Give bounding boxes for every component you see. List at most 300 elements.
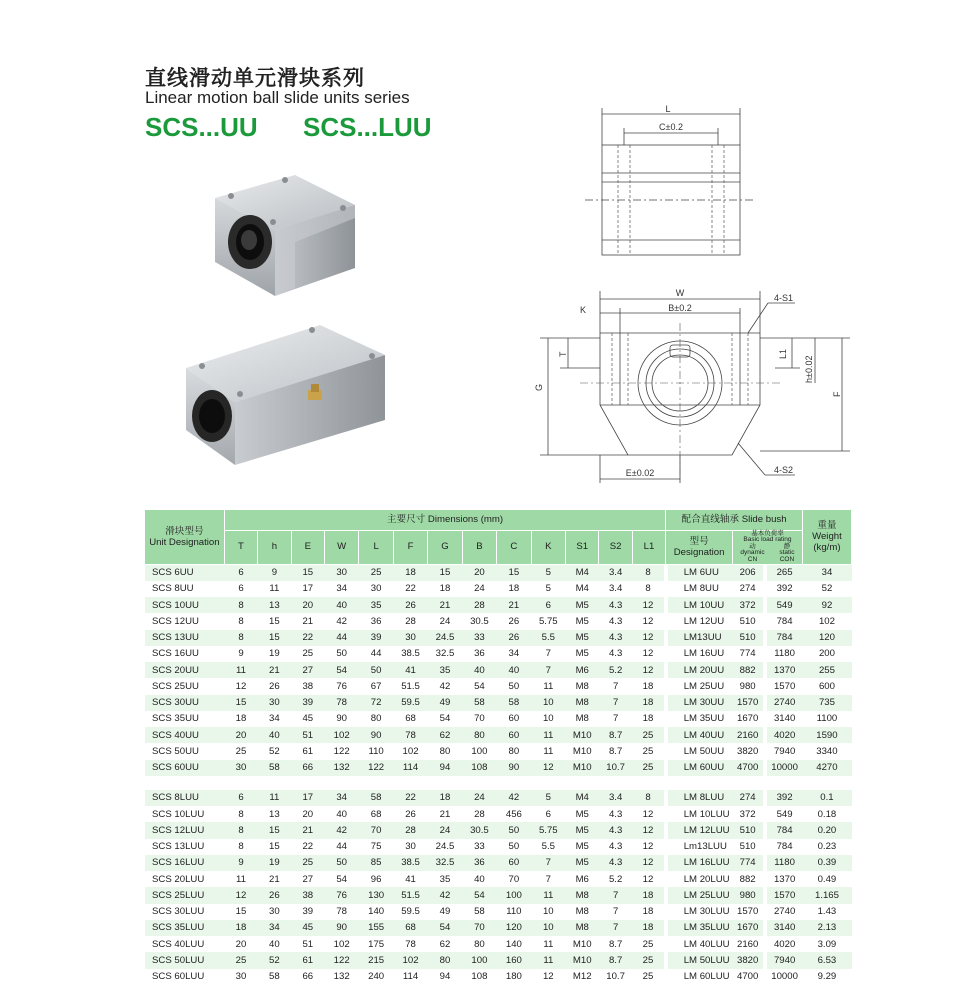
table-cell: 7940	[765, 952, 803, 968]
scs-uu-product-photo	[205, 170, 365, 300]
table-cell: 51	[291, 727, 324, 743]
table-cell: 34	[258, 920, 291, 936]
dim-label-S1: 4-S1	[774, 293, 794, 303]
dim-label-B: B±0.2	[668, 303, 692, 313]
table-cell: 392	[765, 581, 803, 597]
table-cell: 94	[428, 969, 462, 985]
table-cell: 70	[497, 871, 531, 887]
table-cell: 122	[359, 760, 393, 776]
table-cell: 15	[258, 839, 291, 855]
table-cell: 8	[224, 597, 257, 613]
table-cell: 10	[531, 904, 565, 920]
table-cell: 12	[632, 871, 665, 887]
table-cell: 10.7	[599, 969, 632, 985]
table-cell: 68	[393, 711, 427, 727]
table-cell: 21	[497, 597, 531, 613]
table-cell: 13	[258, 806, 291, 822]
table-cell: 50	[497, 839, 531, 855]
table-cell: 549	[765, 806, 803, 822]
table-cell: 392	[765, 790, 803, 806]
table-cell: 102	[802, 613, 851, 629]
table-cell: 70	[462, 711, 496, 727]
luu-table-row	[145, 936, 852, 952]
table-cell: M10	[566, 727, 599, 743]
table-cell: 5.2	[599, 871, 632, 887]
table-cell: 784	[765, 630, 803, 646]
table-cell: 49	[428, 904, 462, 920]
luu-table-row	[145, 855, 852, 871]
table-cell: 18	[393, 564, 427, 581]
table-cell: 85	[359, 855, 393, 871]
col-header-W: W	[324, 530, 358, 564]
table-cell: 30	[393, 630, 427, 646]
table-cell: 25	[632, 936, 665, 952]
table-cell: 774	[732, 855, 764, 871]
table-cell: 3.4	[599, 790, 632, 806]
table-cell: 8.7	[599, 952, 632, 968]
table-cell: 27	[291, 871, 324, 887]
table-cell: 132	[324, 969, 358, 985]
table-cell: SCS 12UU	[145, 613, 224, 629]
table-cell: 9	[258, 564, 291, 581]
separator-cell	[145, 776, 852, 790]
table-cell: 42	[324, 822, 358, 838]
table-cell: 72	[359, 695, 393, 711]
page-title-english: Linear motion ball slide units series	[145, 88, 410, 107]
table-cell: 0.18	[802, 806, 851, 822]
table-cell: 15	[224, 904, 257, 920]
table-cell: 25	[359, 564, 393, 581]
table-cell: 6	[224, 564, 257, 581]
table-cell: 18	[632, 711, 665, 727]
table-cell: LM 16LUU	[666, 855, 733, 871]
table-cell: 12	[224, 678, 257, 694]
table-cell: 4.3	[599, 597, 632, 613]
table-cell: 372	[732, 597, 764, 613]
table-cell: 4.3	[599, 855, 632, 871]
table-cell: 32.5	[428, 855, 462, 871]
col-header-L1: L1	[632, 530, 665, 564]
table-cell: 6.53	[802, 952, 851, 968]
table-cell: 18	[632, 887, 665, 903]
table-cell: 30	[359, 581, 393, 597]
table-cell: M6	[566, 871, 599, 887]
table-cell: 980	[732, 887, 764, 903]
table-cell: 5.5	[531, 630, 565, 646]
table-cell: SCS 50LUU	[145, 952, 224, 968]
col-header-unit-designation: 滑块型号 Unit Designation	[145, 510, 224, 564]
dim-label-E: E±0.02	[625, 468, 655, 478]
uu-table-row	[145, 760, 852, 776]
table-cell: SCS 16UU	[145, 646, 224, 662]
table-cell: LM 6UU	[666, 564, 733, 581]
table-cell: 20	[291, 597, 324, 613]
table-cell: 882	[732, 871, 764, 887]
table-cell: 4.3	[599, 630, 632, 646]
table-cell: 12	[531, 760, 565, 776]
table-cell: 1670	[732, 920, 764, 936]
table-cell: 265	[765, 564, 803, 581]
table-cell: 8	[224, 630, 257, 646]
table-cell: 68	[359, 806, 393, 822]
table-cell: 96	[359, 871, 393, 887]
table-cell: 58	[359, 790, 393, 806]
table-cell: 7	[599, 695, 632, 711]
table-cell: 80	[462, 727, 496, 743]
table-cell: 25	[224, 952, 257, 968]
table-cell: 34	[258, 711, 291, 727]
end-view-drawing	[520, 283, 860, 493]
table-cell: M5	[566, 822, 599, 838]
col-header-K: K	[531, 530, 565, 564]
table-cell: 25	[632, 760, 665, 776]
table-cell: 10000	[765, 760, 803, 776]
table-cell: 3.4	[599, 581, 632, 597]
table-cell: 27	[291, 662, 324, 678]
table-cell: 58	[258, 760, 291, 776]
table-cell: SCS 20UU	[145, 662, 224, 678]
table-cell: 42	[428, 887, 462, 903]
table-cell: M5	[566, 613, 599, 629]
table-cell: 549	[765, 597, 803, 613]
table-cell: 60	[497, 727, 531, 743]
luu-table-row	[145, 952, 852, 968]
table-cell: 12	[632, 839, 665, 855]
table-cell: 784	[765, 822, 803, 838]
table-cell: 4.3	[599, 822, 632, 838]
table-cell: 7	[599, 678, 632, 694]
table-cell: 11	[531, 887, 565, 903]
table-cell: 4020	[765, 936, 803, 952]
table-cell: 4020	[765, 727, 803, 743]
table-cell: 175	[359, 936, 393, 952]
table-cell: LM 40LUU	[666, 936, 733, 952]
table-cell: 24.5	[428, 839, 462, 855]
table-cell: 2740	[765, 904, 803, 920]
table-cell: 6	[224, 790, 257, 806]
dim-label-F: F	[832, 391, 842, 397]
table-cell: 24	[428, 822, 462, 838]
table-cell: 1570	[765, 678, 803, 694]
table-cell: 50	[497, 678, 531, 694]
table-cell: 130	[359, 887, 393, 903]
table-cell: 4.3	[599, 806, 632, 822]
table-cell: 75	[359, 839, 393, 855]
table-cell: 60	[497, 711, 531, 727]
table-cell: 66	[291, 760, 324, 776]
table-cell: LM 50UU	[666, 743, 733, 759]
table-cell: 120	[497, 920, 531, 936]
dim-label-G: G	[534, 383, 544, 391]
table-cell: 0.39	[802, 855, 851, 871]
table-cell: 240	[359, 969, 393, 985]
table-cell: M10	[566, 936, 599, 952]
luu-table-row	[145, 871, 852, 887]
table-cell: 28	[462, 806, 496, 822]
table-cell: 25	[632, 969, 665, 985]
table-cell: 36	[462, 646, 496, 662]
table-cell: 35	[359, 597, 393, 613]
table-cell: 1370	[765, 871, 803, 887]
table-cell: 25	[632, 727, 665, 743]
table-cell: 6	[531, 806, 565, 822]
table-cell: 28	[462, 597, 496, 613]
table-cell: M10	[566, 743, 599, 759]
table-cell: 1370	[765, 662, 803, 678]
table-cell: 9.29	[802, 969, 851, 985]
table-cell: 51	[291, 936, 324, 952]
col-header-weight: 重量 Weight (kg/m)	[802, 510, 851, 564]
table-cell: 100	[497, 887, 531, 903]
table-cell: SCS 25UU	[145, 678, 224, 694]
table-cell: LM 20UU	[666, 662, 733, 678]
table-cell: 78	[324, 904, 358, 920]
table-cell: 24	[462, 581, 496, 597]
table-cell: SCS 20LUU	[145, 871, 224, 887]
table-cell: 58	[258, 969, 291, 985]
table-cell: 78	[393, 936, 427, 952]
table-cell: 100	[462, 952, 496, 968]
table-cell: 94	[428, 760, 462, 776]
table-cell: 22	[393, 790, 427, 806]
table-cell: 44	[359, 646, 393, 662]
col-header-B: B	[462, 530, 496, 564]
table-cell: 41	[393, 662, 427, 678]
table-cell: 26	[258, 678, 291, 694]
specification-table	[145, 510, 852, 985]
table-cell: M5	[566, 630, 599, 646]
luu-table-row	[145, 920, 852, 936]
table-cell: 54	[324, 871, 358, 887]
table-cell: 42	[428, 678, 462, 694]
table-cell: SCS 25LUU	[145, 887, 224, 903]
table-cell: 7	[531, 871, 565, 887]
table-cell: 102	[393, 952, 427, 968]
table-cell: 12	[531, 969, 565, 985]
table-cell: 50	[324, 855, 358, 871]
table-cell: 0.49	[802, 871, 851, 887]
table-cell: LM 35UU	[666, 711, 733, 727]
scs-luu-product-photo	[180, 320, 390, 470]
table-cell: 30	[258, 904, 291, 920]
table-cell: 61	[291, 743, 324, 759]
table-cell: 62	[428, 727, 462, 743]
table-cell: M10	[566, 760, 599, 776]
table-cell: 45	[291, 711, 324, 727]
table-cell: M6	[566, 662, 599, 678]
table-cell: 6	[531, 597, 565, 613]
table-cell: SCS 30LUU	[145, 904, 224, 920]
table-cell: 40	[462, 871, 496, 887]
table-cell: 35	[428, 662, 462, 678]
table-cell: 456	[497, 806, 531, 822]
table-cell: 8	[224, 822, 257, 838]
table-cell: 36	[359, 613, 393, 629]
table-cell: 1180	[765, 646, 803, 662]
table-cell: LM 35LUU	[666, 920, 733, 936]
table-cell: 3140	[765, 920, 803, 936]
table-cell: 10	[531, 695, 565, 711]
uu-table-row	[145, 662, 852, 678]
table-cell: 12	[224, 887, 257, 903]
table-cell: 30	[324, 564, 358, 581]
table-cell: 114	[393, 760, 427, 776]
dim-label-L: L	[665, 104, 671, 114]
side-view-drawing	[585, 100, 755, 270]
table-cell: M5	[566, 646, 599, 662]
table-cell: 8	[632, 790, 665, 806]
table-cell: 25	[632, 952, 665, 968]
table-cell: SCS 13UU	[145, 630, 224, 646]
table-cell: 90	[497, 760, 531, 776]
table-cell: 24	[462, 790, 496, 806]
table-cell: 21	[428, 806, 462, 822]
table-cell: 33	[462, 630, 496, 646]
table-cell: 25	[291, 646, 324, 662]
table-cell: 44	[324, 630, 358, 646]
table-cell: 41	[393, 871, 427, 887]
table-cell: 5.5	[531, 839, 565, 855]
table-cell: 34	[324, 790, 358, 806]
table-cell: 10	[531, 920, 565, 936]
table-cell: SCS 10UU	[145, 597, 224, 613]
table-cell: M8	[566, 711, 599, 727]
table-cell: 15	[291, 564, 324, 581]
table-cell: 22	[291, 839, 324, 855]
table-cell: 774	[732, 646, 764, 662]
table-cell: 13	[258, 597, 291, 613]
table-cell: 20	[224, 727, 257, 743]
dim-label-h: h±0.02	[804, 355, 814, 383]
luu-table-row	[145, 904, 852, 920]
table-cell: M8	[566, 904, 599, 920]
table-cell: 4270	[802, 760, 851, 776]
table-cell: 30	[393, 839, 427, 855]
table-cell: 26	[393, 806, 427, 822]
table-cell: 600	[802, 678, 851, 694]
table-cell: 34	[497, 646, 531, 662]
table-cell: 11	[258, 790, 291, 806]
table-cell: 5.75	[531, 613, 565, 629]
table-cell: M5	[566, 806, 599, 822]
dim-label-T: T	[558, 351, 568, 357]
table-cell: 21	[428, 597, 462, 613]
table-cell: 80	[428, 743, 462, 759]
table-cell: 40	[258, 727, 291, 743]
table-cell: 35	[428, 871, 462, 887]
table-cell: 18	[632, 695, 665, 711]
table-cell: 140	[359, 904, 393, 920]
table-cell: 68	[393, 920, 427, 936]
table-cell: 12	[632, 613, 665, 629]
dim-label-L1: L1	[778, 348, 788, 359]
table-cell: 510	[732, 630, 764, 646]
table-cell: SCS 6UU	[145, 564, 224, 581]
table-cell: 11	[224, 662, 257, 678]
table-cell: 18	[428, 790, 462, 806]
table-cell: LM 40UU	[666, 727, 733, 743]
table-cell: SCS 8LUU	[145, 790, 224, 806]
table-cell: 120	[802, 630, 851, 646]
uu-table-row	[145, 727, 852, 743]
table-cell: SCS 60UU	[145, 760, 224, 776]
table-cell: 15	[258, 822, 291, 838]
table-cell: 12	[632, 806, 665, 822]
table-cell: 24.5	[428, 630, 462, 646]
table-cell: 40	[497, 662, 531, 678]
table-cell: 1570	[732, 695, 764, 711]
table-cell: LM 8LUU	[666, 790, 733, 806]
col-header-bush-designation: 型号 Designation	[666, 530, 733, 564]
table-cell: 784	[765, 839, 803, 855]
table-cell: 1.165	[802, 887, 851, 903]
table-cell: 10000	[765, 969, 803, 985]
table-cell: 51.5	[393, 887, 427, 903]
table-cell: M4	[566, 581, 599, 597]
table-cell: 140	[497, 936, 531, 952]
table-cell: LM 60LUU	[666, 969, 733, 985]
table-cell: LM 8UU	[666, 581, 733, 597]
table-cell: 52	[258, 743, 291, 759]
table-cell: M8	[566, 887, 599, 903]
table-cell: 40	[324, 597, 358, 613]
table-cell: 28	[393, 613, 427, 629]
table-cell: 25	[632, 743, 665, 759]
table-cell: 19	[258, 646, 291, 662]
series-label-luu: SCS...LUU	[303, 112, 432, 142]
table-cell: LM 10LUU	[666, 806, 733, 822]
table-cell: 25	[224, 743, 257, 759]
uu-table-row	[145, 646, 852, 662]
table-cell: 7	[531, 662, 565, 678]
table-cell: 1670	[732, 711, 764, 727]
table-cell: 54	[428, 711, 462, 727]
table-group-separator	[145, 776, 852, 790]
table-cell: 15	[428, 564, 462, 581]
col-header-G: G	[428, 530, 462, 564]
table-cell: 90	[359, 727, 393, 743]
table-cell: SCS 13LUU	[145, 839, 224, 855]
table-cell: 30.5	[462, 822, 496, 838]
table-cell: 70	[359, 822, 393, 838]
table-cell: 52	[802, 581, 851, 597]
table-cell: 54	[428, 920, 462, 936]
table-cell: 21	[258, 662, 291, 678]
table-cell: LM 20LUU	[666, 871, 733, 887]
table-cell: 8.7	[599, 936, 632, 952]
table-cell: 155	[359, 920, 393, 936]
table-cell: 5.75	[531, 822, 565, 838]
luu-table-row	[145, 969, 852, 985]
uu-table-row	[145, 630, 852, 646]
table-cell: 4700	[732, 760, 764, 776]
table-cell: 18	[428, 581, 462, 597]
table-cell: 12	[632, 630, 665, 646]
table-cell: 5	[531, 790, 565, 806]
table-cell: 110	[359, 743, 393, 759]
table-cell: 30.5	[462, 613, 496, 629]
table-cell: 60	[497, 855, 531, 871]
table-cell: 15	[258, 613, 291, 629]
table-cell: 1.43	[802, 904, 851, 920]
table-cell: 20	[291, 806, 324, 822]
table-cell: 11	[531, 952, 565, 968]
table-cell: 66	[291, 969, 324, 985]
table-cell: SCS 35LUU	[145, 920, 224, 936]
table-cell: 42	[324, 613, 358, 629]
table-cell: 8	[224, 806, 257, 822]
table-cell: 80	[428, 952, 462, 968]
